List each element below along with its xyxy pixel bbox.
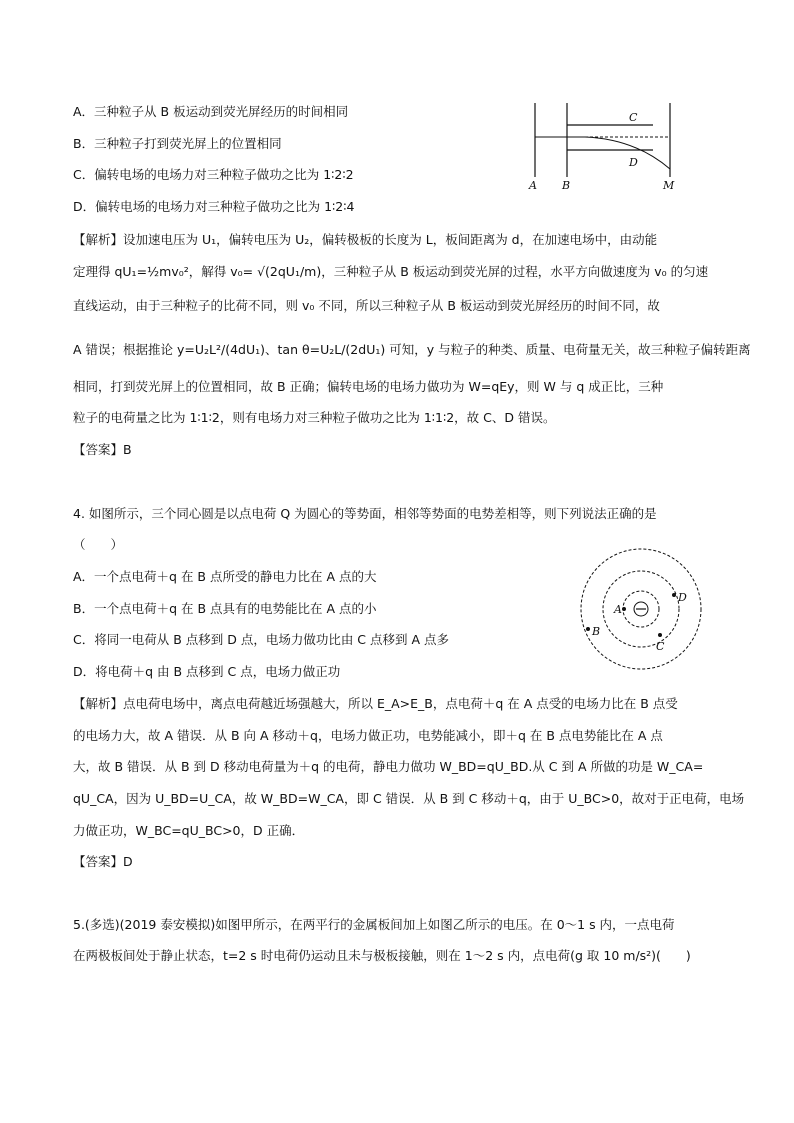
q4-option-a: A．一个点电荷＋q 在 B 点所受的静电力比在 A 点的大 [73, 569, 377, 584]
q3-option-b: B．三种粒子打到荧光屏上的位置相同 [73, 136, 282, 151]
q3-analysis-line-5: 相同，打到荧光屏上的位置相同，故 B 正确；偏转电场的电场力做功为 W=qEy，则 W 与 q 成正比，三种 [73, 379, 664, 394]
q4-stem-line-1: 4. 如图所示，三个同心圆是以点电荷 Q 为圆心的等势面，相邻等势面的电势差相等，则下列说法正确的是 [73, 506, 657, 521]
q3-label-c: C [629, 111, 638, 124]
q3-analysis-line-4: A 错误；根据推论 y=U₂L²/(4dU₁)、tan θ=U₂L/(2dU₁) 可知，y 与粒子的种类、质量、电荷量无关，故三种粒子偏转距离 [73, 342, 751, 357]
q4-option-c: C．将同一电荷从 B 点移到 D 点，电场力做功比由 C 点移到 A 点多 [73, 632, 449, 647]
q4-answer: 【答案】D [73, 854, 133, 869]
q3-answer: 【答案】B [73, 442, 132, 457]
q4-label-c: C [656, 640, 665, 653]
q3-analysis-line-6: 粒子的电荷量之比为 1∶1∶2，则有电场力对三种粒子做功之比为 1∶1∶2，故 C、D 错误。 [73, 410, 556, 425]
q3-option-d: D．偏转电场的电场力对三种粒子做功之比为 1∶2∶4 [73, 199, 355, 214]
q3-label-m: M [663, 179, 675, 192]
q4-label-d: D [678, 591, 687, 604]
q4-analysis-line-2: 的电场力大，故 A 错误．从 B 向 A 移动＋q，电场力做正功，电势能减小，即＋q 在 B 点电势能比在 A 点 [73, 728, 663, 743]
q4-analysis-line-3: 大，故 B 错误．从 B 到 D 移动电荷量为＋q 的电荷，静电力做功 W_BD=qU_BD.从 C 到 A 所做的功是 W_CA= [73, 759, 704, 774]
q4-analysis-line-1: 【解析】点电荷电场中，离点电荷越近场强越大，所以 E_A>E_B，点电荷＋q 在 A 点受的电场力比在 B 点受 [73, 696, 678, 711]
q4-option-b: B．一个点电荷＋q 在 B 点具有的电势能比在 A 点的小 [73, 601, 377, 616]
q4-label-b: B [592, 625, 601, 638]
q3-analysis-line-1: 【解析】设加速电压为 U₁，偏转电压为 U₂，偏转极板的长度为 L，板间距离为 d，在加速电场中，由动能 [73, 232, 658, 247]
q3-label-d: D [629, 156, 638, 169]
q3-analysis-line-2: 定理得 qU₁=½mv₀²，解得 v₀= √(2qU₁/m)，三种粒子从 B 板运动到荧光屏的过程，水平方向做速度为 v₀ 的匀速 [73, 264, 709, 279]
q5-stem-line-2: 在两极板间处于静止状态，t=2 s 时电荷仍运动且未与极板接触，则在 1～2 s 内，点电荷(g 取 10 m/s²)( ) [73, 948, 691, 963]
q4-analysis-line-4: qU_CA，因为 U_BD=U_CA，故 W_BD=W_CA，即 C 错误．从 B 到 C 移动＋q，由于 U_BC>0，故对于正电荷，电场 [73, 791, 745, 806]
q3-option-a: A．三种粒子从 B 板运动到荧光屏经历的时间相同 [73, 104, 349, 119]
q3-option-c: C．偏转电场的电场力对三种粒子做功之比为 1∶2∶2 [73, 167, 354, 182]
q4-stem-line-2: （ ） [73, 537, 124, 552]
q4-analysis-line-5: 力做正功，W_BC=qU_BC>0，D 正确． [73, 823, 305, 838]
q3-label-a: A [529, 179, 537, 192]
q3-analysis-line-3: 直线运动，由于三种粒子的比荷不同，则 v₀ 不同，所以三种粒子从 B 板运动到荧光屏经历的时间不同，故 [73, 298, 660, 313]
q3-figure [525, 95, 695, 195]
q3-label-b: B [562, 179, 571, 192]
q5-stem-line-1: 5.(多选)(2019 泰安模拟)如图甲所示，在两平行的金属板间加上如图乙所示的电压。在 0～1 s 内，一点电荷 [73, 917, 675, 932]
q4-option-d: D．将电荷＋q 由 B 点移到 C 点，电场力做正功 [73, 664, 341, 679]
q4-label-a: A [614, 603, 622, 616]
q4-figure [568, 545, 718, 675]
